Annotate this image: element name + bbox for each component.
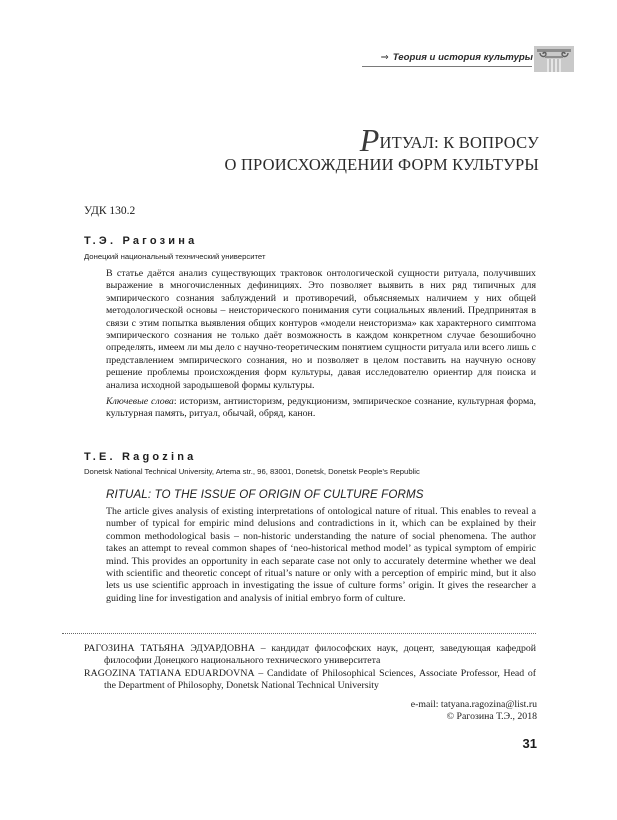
article-title — [224, 122, 540, 175]
email: e-mail: tatyana.ragozina@list.ru — [410, 699, 537, 710]
affiliation-ru: Донецкий национальный технический университет — [84, 252, 266, 261]
title-line2: О ПРОИСХОЖДЕНИИ ФОРМ КУЛЬТУРЫ — [224, 155, 539, 174]
section-title — [381, 52, 533, 63]
bio-ru-text: – кандидат философских наук, доцент, заведующая кафедрой философии Донецкого национального технического университета — [104, 643, 536, 667]
keywords-text: : историзм, антиисторизм, редукционизм, эмпирическое сознание, культурная форма, культурная память, ритуал, обычай, обряд, канон. — [106, 396, 536, 420]
section-label: Теория и история культуры — [392, 52, 533, 63]
title-drop-cap: Р — [359, 122, 380, 158]
author-en: T.E. Ragozina — [84, 451, 197, 463]
bio-ru — [84, 643, 536, 668]
udk-code: УДК 130.2 — [84, 205, 136, 217]
arrow-icon: ⇒ — [380, 52, 389, 63]
page-number: 31 — [522, 736, 537, 751]
keywords-ru — [106, 396, 536, 421]
bio-en-name: RAGOZINA TATIANA EDUARDOVNA — [84, 667, 255, 679]
bio-ru-name: РАГОЗИНА ТАТЬЯНА ЭДУАРДОВНА — [84, 643, 256, 654]
contact-block — [411, 699, 537, 724]
header-rule — [362, 66, 532, 67]
abstract-en — [106, 506, 536, 605]
author-bio — [84, 643, 536, 693]
abstract-en-text: The article gives analysis of existing interpretations of ontological nature of ritual. This enables to reveal a number of typical for empiric mind delusions and contradictions in it, which can be explained by their common methodological basis – non-historic understanding the nature of social phenomena. The author takes an attempt to reveal common shapes of ‘neo-historical method model’ as typical symptom of empiric mind. This provides an opportunity in each separate case not only to accurately determine whether we deal with scientific and theoretic concept of ritual’s nature or only with a perception of empiric mind, but it also lets us use scientific approach in investigating the issue of culture forms’ origin. It gives the researcher a guiding line for investigation and analysis of initial embryo form of culture. — [106, 506, 536, 604]
running-header — [0, 44, 617, 74]
column-capital-icon — [534, 44, 574, 74]
author-ru: Т.Э. Рагозина — [84, 235, 198, 247]
abstract-ru-text: В статье даётся анализ существующих трактовок онтологической сущности ритуала, получивших выражение в многочисленных дефинициях. Это позволяет выявить в них ряд типичных для эмпирического сознания заблуждений и противоречий, объясняемых наличием у них общей методологической основы – неисторического понимания сути социальных явлений. Предпринятая в связи с этим попытка выявления общих контуров «модели неисторизма» как характерного симптома эмпирического сознания не только даёт возможность в каждом конкретном случае безошибочно определять, имеем ли мы дело с научно-теоретическим понятием сущности ритуала или всего лишь с представлением эмпирического сознания, но и позволяет в целом поставить на научную основу решение проблемы происхождения форм культуры, давая исследователю ориентир для поиска и анализа исходной зародышевой формы культуры. — [106, 268, 536, 391]
dotted-separator — [62, 633, 536, 634]
abstract-ru — [106, 268, 536, 421]
keywords-label: Ключевые слова — [106, 396, 174, 408]
bio-en — [84, 668, 536, 693]
copyright: © Рагозина Т.Э., 2018 — [446, 711, 537, 723]
title-line1: ИТУАЛ: К ВОПРОСУ — [379, 133, 539, 152]
affiliation-en: Donetsk National Technical University, Artema str., 96, 83001, Donetsk, Donetsk People’s Republic — [84, 467, 420, 476]
bio-en-text: – Candidate of Philosophical Sciences, Associate Professor, Head of the Department of Philosophy, Donetsk National Technical University — [104, 667, 536, 692]
english-title: RITUAL: TO THE ISSUE OF ORIGIN OF CULTURE FORMS — [106, 488, 424, 501]
